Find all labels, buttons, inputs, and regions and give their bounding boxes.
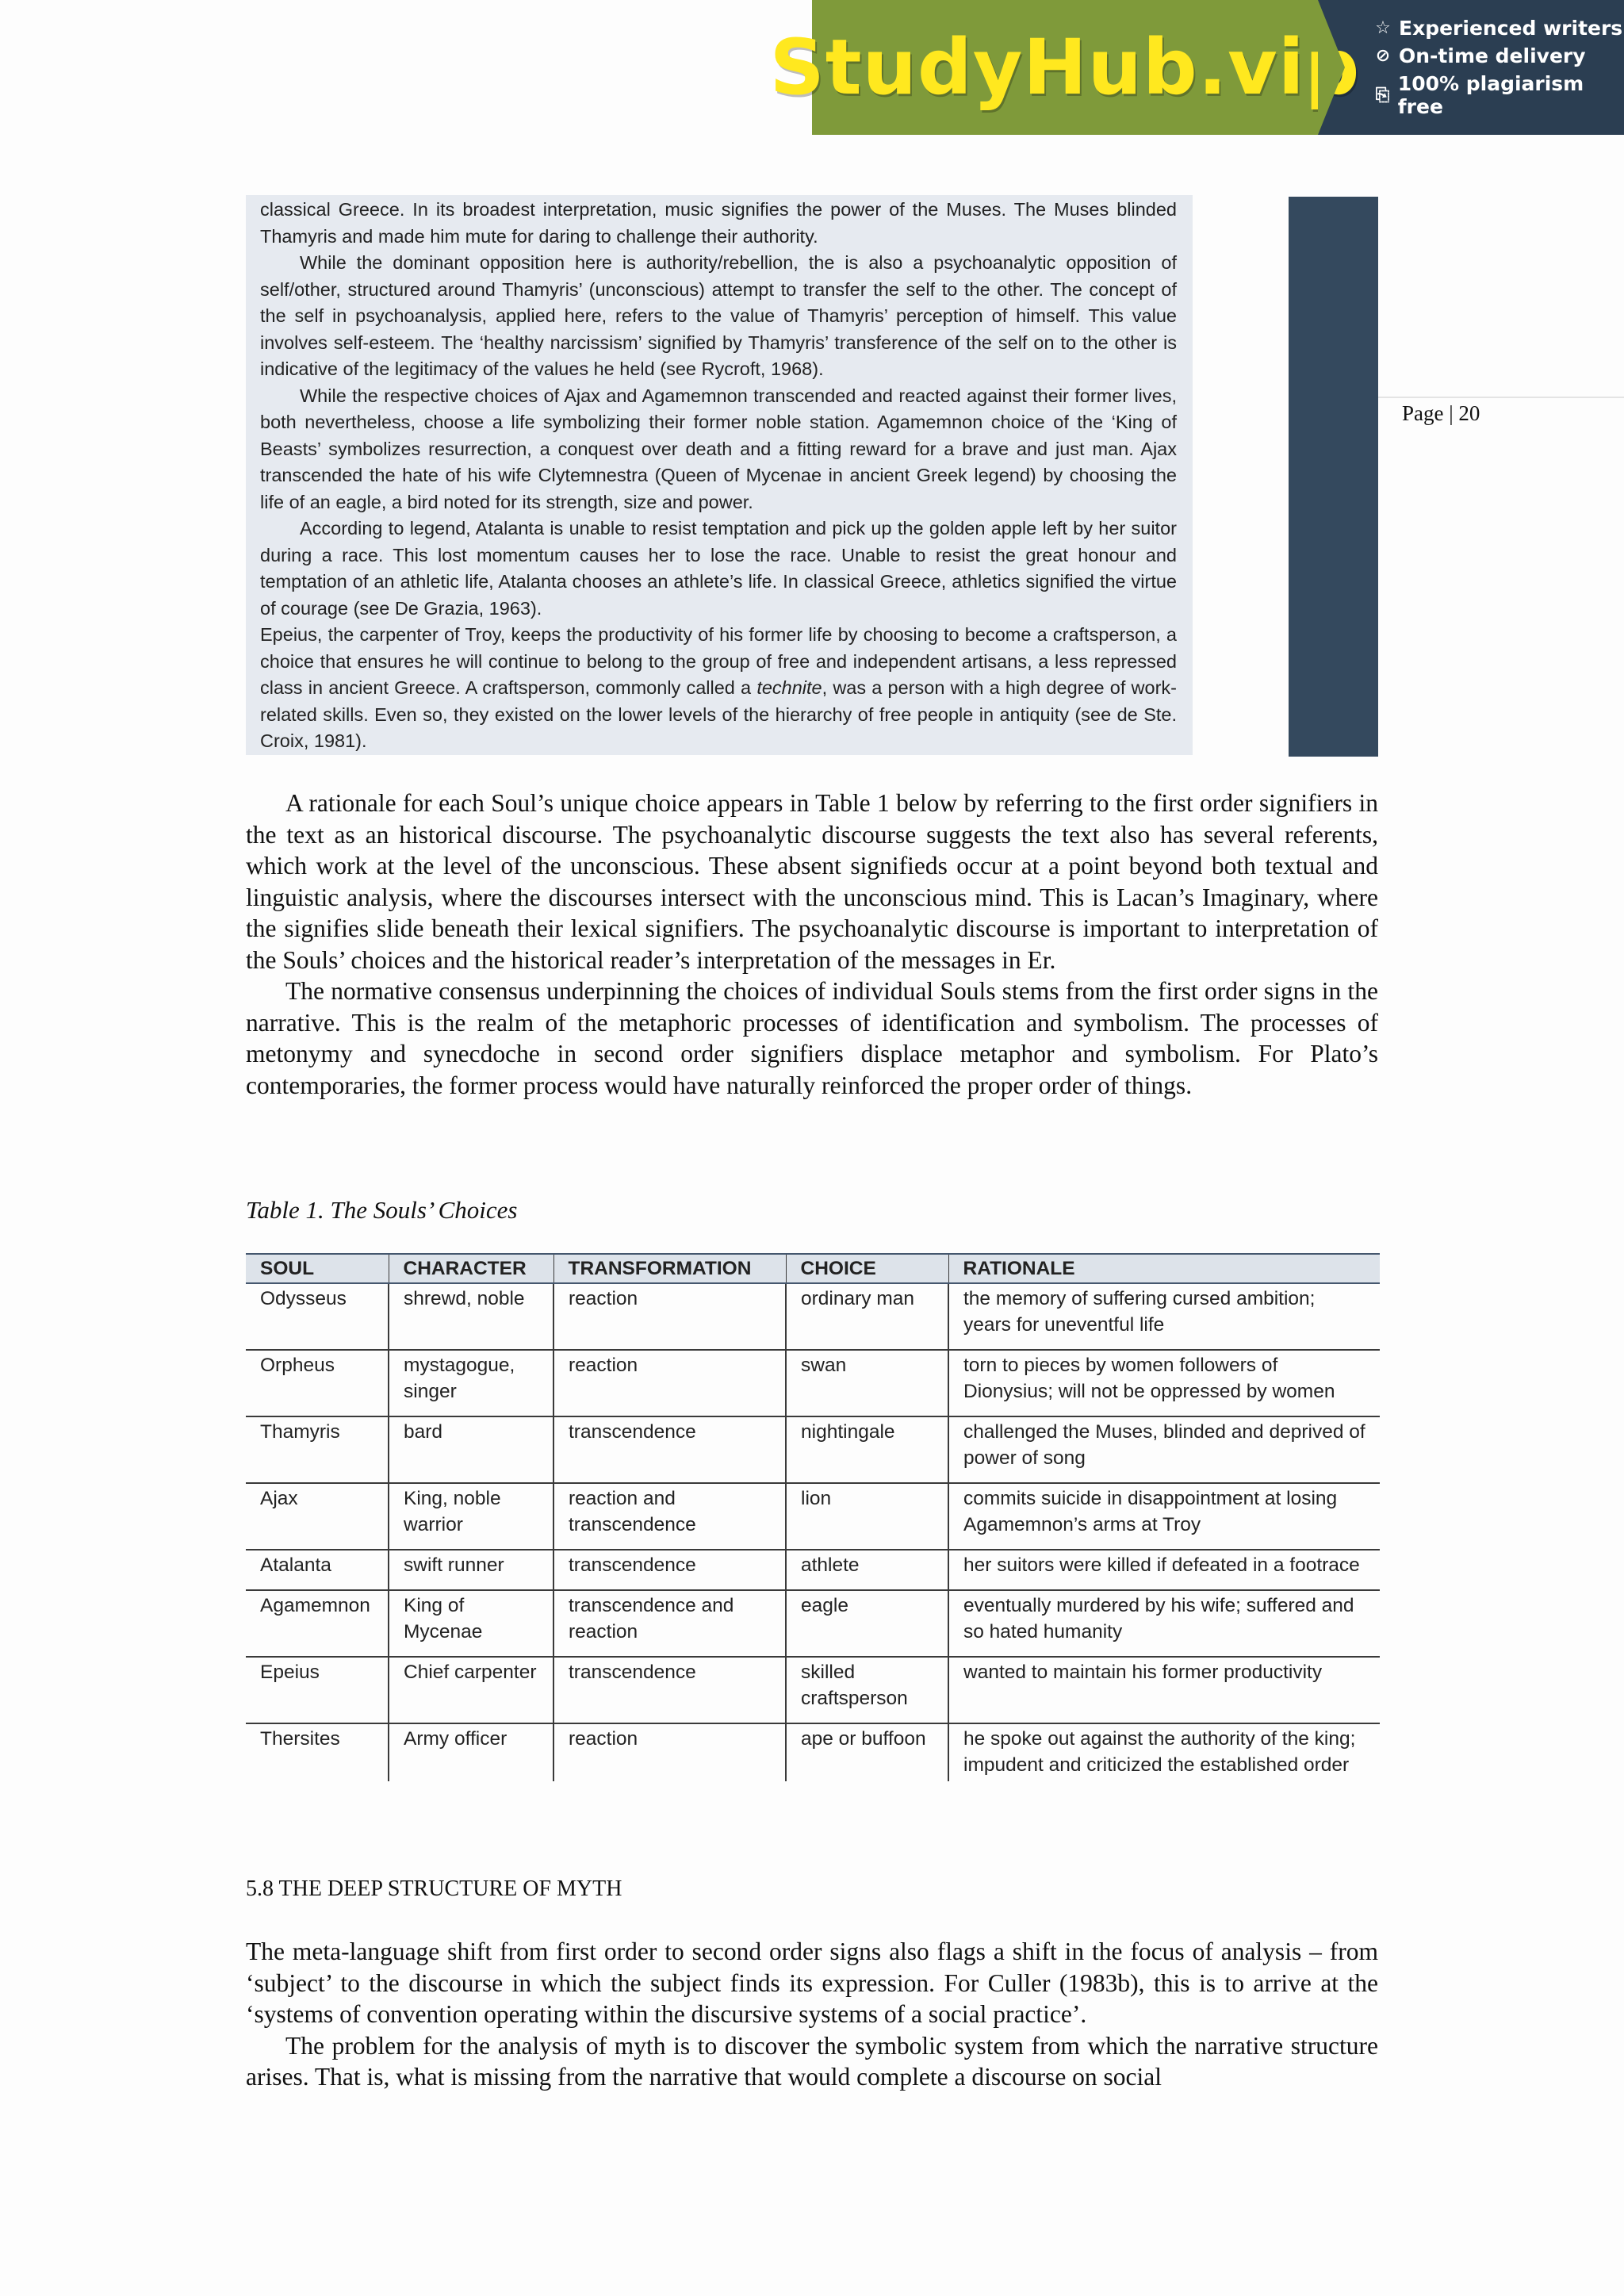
table-row: [246, 1590, 1380, 1657]
cell-soul: Thamyris: [246, 1416, 389, 1483]
table-row: [246, 1283, 1380, 1350]
cell-rationale: torn to pieces by women followers of Dionysius; will not be oppressed by women: [948, 1350, 1380, 1416]
table-row: [246, 1657, 1380, 1723]
banner-features: [1318, 0, 1624, 135]
cell-character: swift runner: [389, 1550, 553, 1590]
clock-icon: ⊘: [1375, 46, 1391, 66]
cell-choice: swan: [786, 1350, 948, 1416]
feature-plagiarism-free: [1373, 72, 1624, 118]
cell-transformation: transcendence: [553, 1416, 786, 1483]
star-icon: ☆: [1375, 18, 1391, 38]
body-text-lower: [246, 1936, 1378, 2093]
column-header: CHARACTER: [389, 1254, 553, 1283]
cell-rationale: challenged the Muses, blinded and deprived of power of song: [948, 1416, 1380, 1483]
table-row: [246, 1483, 1380, 1550]
cell-choice: ape or buffoon: [786, 1723, 948, 1781]
cell-rationale: commits suicide in disappointment at losing Agamemnon’s arms at Troy: [948, 1483, 1380, 1550]
excerpt-text: Epeius, the carpenter of Troy, keeps the productivity of his former life by choosing to become a craftsperson, a choice that ensures he will continue to belong to the group of free and independent artisans, a less repressed class in ancient Greece. A craftsperson, commonly called a: [260, 624, 1177, 698]
studyhub-banner[interactable]: [769, 0, 1624, 135]
cell-character: bard: [389, 1416, 553, 1483]
cell-transformation: reaction and transcendence: [553, 1483, 786, 1550]
cell-transformation: transcendence and reaction: [553, 1590, 786, 1657]
excerpt-paragraph-epeius: [260, 622, 1177, 755]
banner-arrow-decoration: [1318, 0, 1345, 135]
column-header: TRANSFORMATION: [553, 1254, 786, 1283]
feature-on-time-delivery: [1373, 44, 1624, 67]
shaded-excerpt-box: [246, 195, 1193, 755]
cell-soul: Ajax: [246, 1483, 389, 1550]
excerpt-paragraph: classical Greece. In its broadest interpretation, music signifies the power of the Muses. The Muses blinded Thamyris and made him mute for daring to challenge their authority.: [260, 199, 1177, 247]
body-paragraph: A rationale for each Soul’s unique choice appears in Table 1 below by referring to the first order signifiers in the text as an historical discourse. The psychoanalytic discourse suggests the text also has several referents, which work at the level of the unconscious. These absent signifieds occur at a point beyond both textual and linguistic analysis, where the discourses intersect with the unconscious mind. This is Lacan’s Imaginary, where the signifies slide beneath their lexical signifiers. The psychoanalytic discourse is important to interpretation of the Souls’ choices and the historical reader’s interpretation of the messages in Er.: [246, 789, 1378, 974]
body-paragraph: The normative consensus underpinning the choices of individual Souls stems from the first order signs in the narrative. This is the realm of the metaphoric processes of identification and symbolism. The processes of metonymy and synecdoche in second order signifiers displace metaphor and symbolism. For Plato’s contemporaries, the former process would have naturally reinforced the proper order of things.: [246, 977, 1378, 1099]
cell-character: mystagogue, singer: [389, 1350, 553, 1416]
table-header-row: [246, 1254, 1380, 1283]
feature-label: On-time delivery: [1399, 44, 1586, 67]
cell-character: Army officer: [389, 1723, 553, 1781]
cell-transformation: transcendence: [553, 1550, 786, 1590]
copy-icon: ⎘: [1375, 85, 1390, 105]
cell-rationale: wanted to maintain his former productivity: [948, 1657, 1380, 1723]
cell-soul: Epeius: [246, 1657, 389, 1723]
logo-text: StudyHub.vip: [769, 23, 1361, 112]
column-header: RATIONALE: [948, 1254, 1380, 1283]
cell-character: King, noble warrior: [389, 1483, 553, 1550]
table-row: [246, 1550, 1380, 1590]
cell-rationale: he spoke out against the authority of the king; impudent and criticized the established order: [963, 1728, 1356, 1776]
excerpt-paragraph: According to legend, Atalanta is unable to resist temptation and pick up the golden apple left by her suitor during a race. This lost momentum causes her to lose the race. Unable to resist the great honour and temptation of an athletic life, Atalanta chooses an athlete’s life. In classical Greece, athletics signified the virtue of courage (see De Grazia, 1963).: [260, 518, 1177, 619]
table-row: [246, 1350, 1380, 1416]
body-paragraph: The problem for the analysis of myth is to discover the symbolic system from which the narrative structure arises. That is, what is missing from the narrative that would complete a discourse on social: [246, 2031, 1378, 2091]
cell-choice: eagle: [786, 1590, 948, 1657]
side-decoration-bar: [1289, 197, 1378, 757]
cell-soul: Agamemnon: [246, 1590, 389, 1657]
feature-label: 100% plagiarism free: [1397, 72, 1584, 118]
cell-choice: athlete: [786, 1550, 948, 1590]
body-text-upper: [246, 788, 1378, 1101]
cell-soul: Atalanta: [246, 1550, 389, 1590]
souls-choices-table: [246, 1253, 1380, 1781]
table-caption: Table 1. The Souls’ Choices: [246, 1196, 518, 1224]
table-row: [246, 1416, 1380, 1483]
cell-rationale: her suitors were killed if defeated in a footrace: [948, 1550, 1380, 1590]
cell-transformation: reaction: [553, 1350, 786, 1416]
cell-transformation: reaction: [553, 1723, 786, 1781]
cell-rationale: eventually murdered by his wife; suffered and so hated humanity: [948, 1590, 1380, 1657]
cell-rationale: the memory of suffering cursed ambition; years for uneventful life: [948, 1283, 1380, 1350]
excerpt-paragraph: While the dominant opposition here is authority/rebellion, the is also a psychoanalytic opposition of self/other, structured around Thamyris’ (unconscious) attempt to transfer the self to the other. The concept of the self in psychoanalysis, applied here, refers to the value of Thamyris’ perception of himself. This value involves self-esteem. The ‘healthy narcissism’ signified by Thamyris’ transference of the self on to the other is indicative of the legitimacy of the values he held (see Rycroft, 1968).: [260, 252, 1177, 379]
cell-character: King of Mycenae: [389, 1590, 553, 1657]
cell-soul: Thersites: [246, 1723, 389, 1781]
excerpt-italic-term: technite: [756, 677, 822, 698]
column-header: CHOICE: [786, 1254, 948, 1283]
cell-transformation: transcendence: [553, 1657, 786, 1723]
cell-soul: Orpheus: [246, 1350, 389, 1416]
excerpt-text: , was a person with a high degree of work-related skills. Even so, they existed on the lower levels of the hierarchy of free people in antiquity (see de Ste. Croix, 1981).: [260, 677, 1178, 751]
column-header: SOUL: [246, 1254, 389, 1283]
cell-choice: nightingale: [786, 1416, 948, 1483]
studyhub-logo[interactable]: [769, 0, 1361, 135]
cell-choice: skilled craftsperson: [786, 1657, 948, 1723]
cell-transformation: reaction: [553, 1283, 786, 1350]
table-row: [246, 1723, 1380, 1781]
feature-label: Experienced writers: [1399, 17, 1623, 40]
cell-choice: ordinary man: [786, 1283, 948, 1350]
page-number: Page | 20: [1402, 401, 1480, 425]
cell-character: Chief carpenter: [389, 1657, 553, 1723]
excerpt-paragraph: While the respective choices of Ajax and Agamemnon transcended and reacted against their former lives, both nevertheless, choose a life symbolizing their former noble station. Agamemnon choice of the ‘King of Beasts’ symbolizes resurrection, a conquest over death and a fitting reward for a brave and just man. Ajax transcended the hate of his wife Clytemnestra (Queen of Mycenae in ancient Greek legend) by choosing the life of an eagle, a bird noted for its strength, size and power.: [260, 385, 1177, 512]
body-paragraph: The meta-language shift from first order to second order signs also flags a shift in the focus of analysis – from ‘subject’ to the discourse in which the subject finds its expression. For Culler (1983b), this is to arrive at the ‘systems of convention operating within the discursive systems of a social practice’.: [246, 1938, 1378, 2028]
feature-experienced-writers: [1373, 17, 1624, 40]
section-heading: 5.8 THE DEEP STRUCTURE OF MYTH: [246, 1876, 622, 1901]
cell-soul: Odysseus: [246, 1283, 389, 1350]
cell-character: shrewd, noble: [389, 1283, 553, 1350]
page-number-rule: [1378, 397, 1624, 398]
cell-choice: lion: [786, 1483, 948, 1550]
